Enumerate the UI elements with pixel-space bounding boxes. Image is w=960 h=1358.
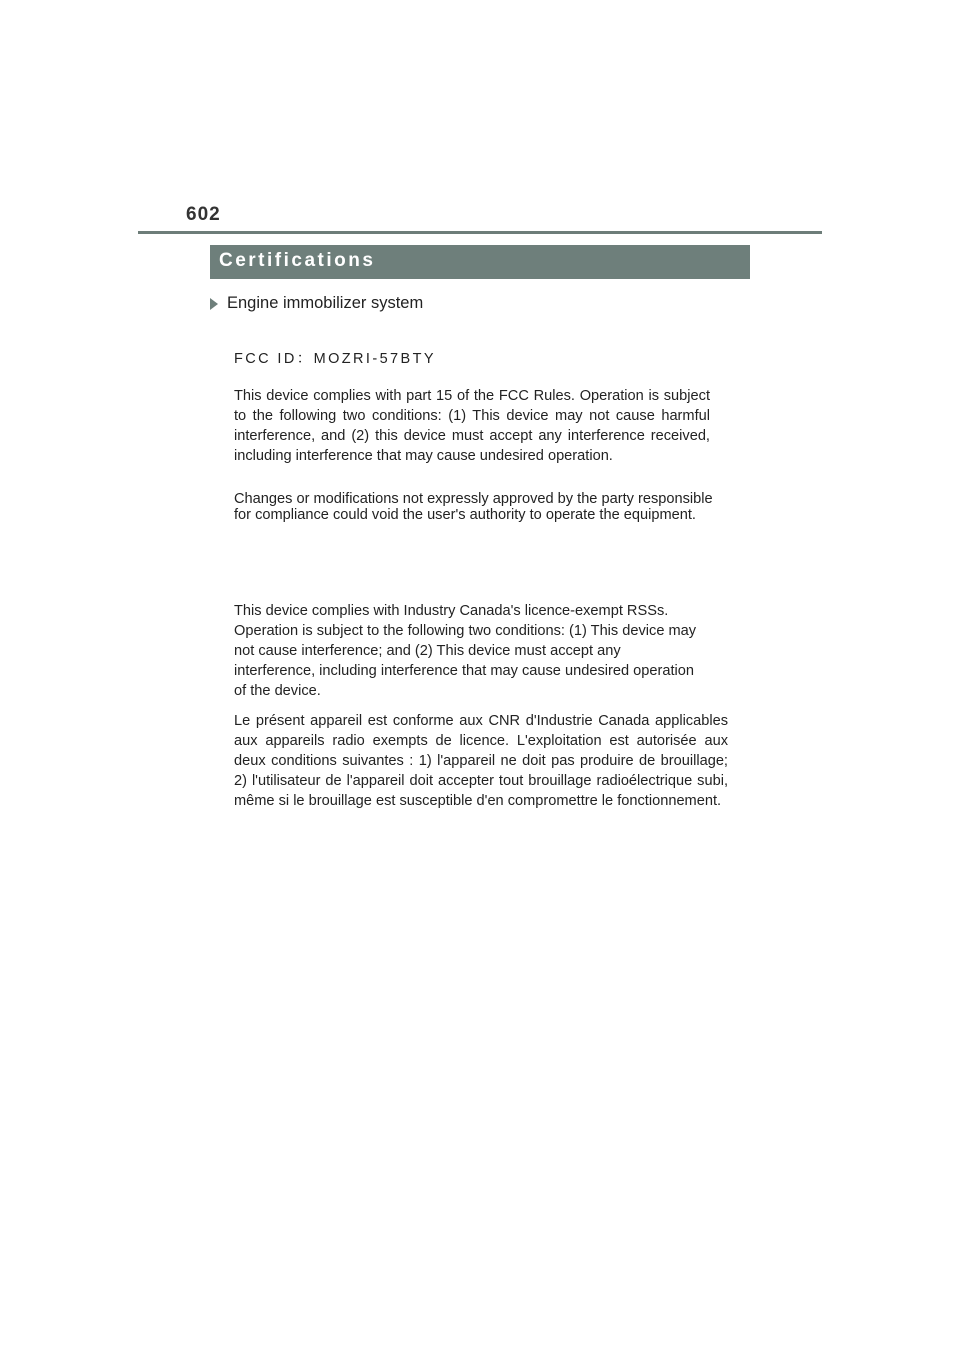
subsection-heading — [210, 294, 423, 313]
fcc-compliance-text: This device complies with part 15 of the FCC Rules. Operation is subject to the following two conditions: (1) This device may not cause harmful interference, and (2) this device must accept any interference received, including interference that may cause undesired operation. — [234, 388, 710, 464]
subsection-title: Engine immobilizer system — [227, 294, 424, 312]
arrow-right-icon — [210, 298, 218, 310]
section-header — [210, 245, 750, 279]
ic-compliance-en-text: This device complies with Industry Canada's licence-exempt RSSs. Operation is subject to the following two conditions: (1) This device may not cause interference; and (2) This device must accept any interference, including interference that may cause undesired operation of the device. — [234, 603, 697, 699]
page-number: 602 — [186, 204, 221, 225]
header-rule — [138, 231, 822, 234]
ic-compliance-fr-text: Le présent appareil est conforme aux CNR d'Industrie Canada applicables aux appareils radio exempts de licence. L'exploitation est autorisée aux deux conditions suivantes : 1) l'appareil ne doit pas produire de brouillage; 2) l'utilisateur de l'appareil doit accepter tout brouillage radioélectrique subi, même si le brouillage est susceptible d'en compromettre le fonctionnement. — [234, 713, 728, 809]
section-title: Certifications — [219, 250, 376, 271]
fcc-id: FCC ID：MOZRI-57BTY — [234, 351, 436, 367]
modifications-warning-text: Changes or modifications not expressly approved by the party responsible for compliance could void the user's authority to operate the equipment. — [234, 491, 713, 523]
